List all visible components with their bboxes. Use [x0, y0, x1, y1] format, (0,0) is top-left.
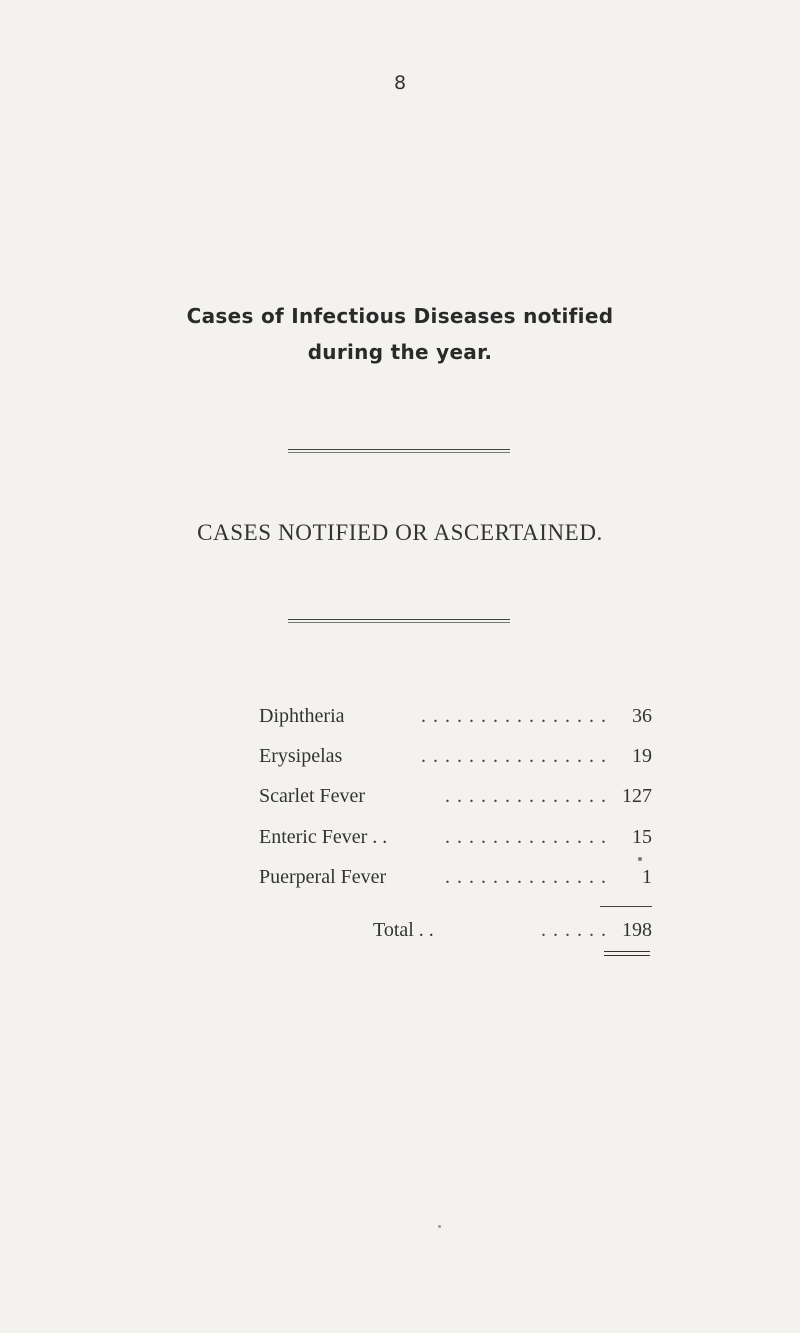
table-row [259, 785, 655, 813]
page-title-continued: during the year. [307, 340, 493, 364]
disease-label: Scarlet Fever [259, 785, 366, 807]
leader-dots: . . . . . . . . . . . . . . . . [421, 745, 607, 767]
table-row [259, 745, 655, 773]
disease-label: Erysipelas [259, 745, 343, 767]
double-rule [604, 951, 650, 956]
page-title: Cases of Infectious Diseases notified [186, 304, 614, 328]
case-count: 127 [622, 785, 652, 807]
leader-dots: . . . . . . . . . . . . . . [445, 866, 607, 888]
total-count: 198 [622, 919, 652, 941]
total-label: Total . . [373, 919, 434, 941]
ink-speck [438, 1225, 441, 1228]
divider-rule [288, 449, 510, 453]
case-count: 36 [632, 705, 652, 727]
leader-dots: . . . . . . . . . . . . . . [445, 785, 607, 807]
total-row [373, 919, 655, 947]
ink-speck [638, 857, 642, 861]
case-count: 19 [632, 745, 652, 767]
disease-label: Diphtheria [259, 705, 345, 727]
total-rule [600, 906, 652, 907]
leader-dots: . . . . . . . . . . . . . . . . [421, 705, 607, 727]
disease-label: Enteric Fever . . [259, 826, 388, 848]
leader-dots: . . . . . . [541, 919, 607, 941]
table-row [259, 866, 655, 894]
disease-label: Puerperal Fever [259, 866, 387, 888]
table-heading: CASES NOTIFIED OR ASCERTAINED. [197, 520, 603, 545]
table-row [259, 705, 655, 733]
case-count: 1 [642, 866, 652, 888]
page-number: 8 [393, 72, 407, 94]
table-row [259, 826, 655, 854]
leader-dots: . . . . . . . . . . . . . . [445, 826, 607, 848]
case-count: 15 [632, 826, 652, 848]
divider-rule [288, 619, 510, 623]
